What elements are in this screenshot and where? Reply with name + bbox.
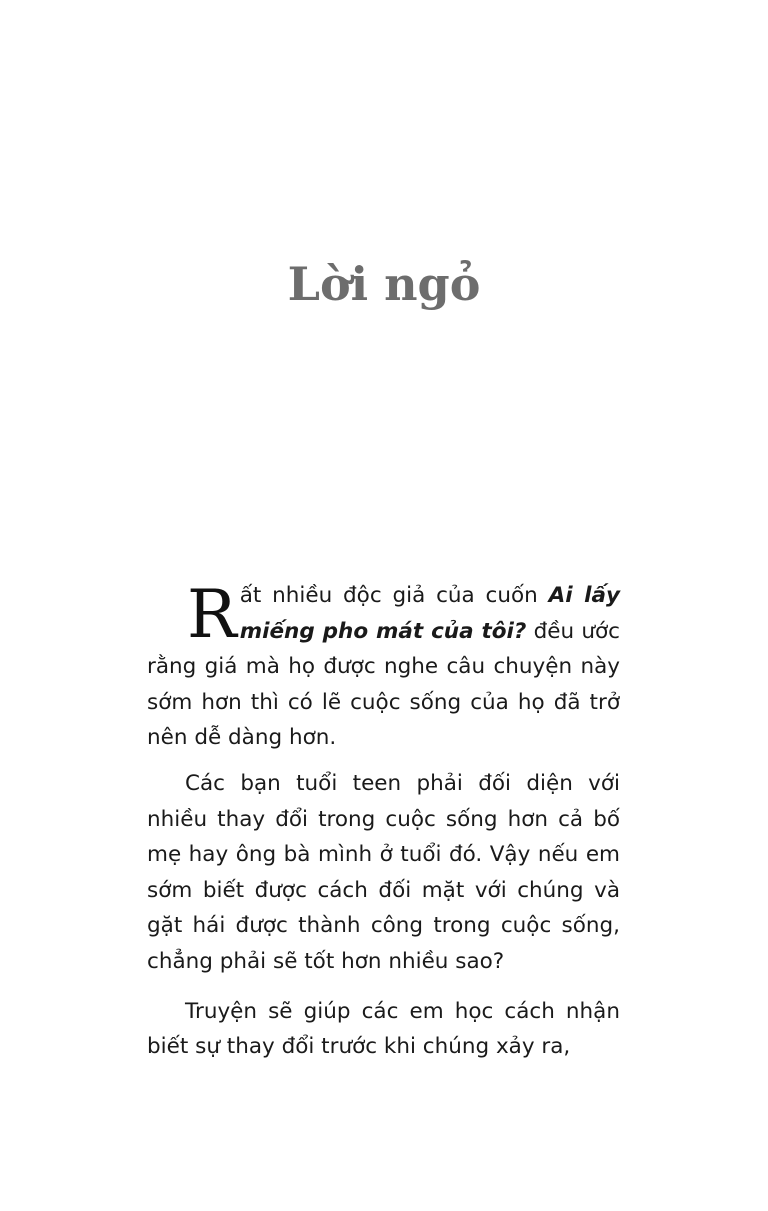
paragraph-2: Các bạn tuổi teen phải đối diện với nhiều thay đổi trong cuộc sống hơn cả bố mẹ hay ông bà mình ở tuổi đó. Vậy nếu em sớm biết được cách đối mặt với chúng và gặt hái được thành công trong cuộc sống, chẳng phải sẽ tốt hơn nhiều sao? [147,770,620,974]
paragraph-3: Truyện sẽ giúp các em học cách nhận biết sự thay đổi trước khi chúng xảy ra, [147,998,620,1060]
paragraph-1-tail: đều ước rằng giá mà họ được nghe câu chuyện này sớm hơn thì có lẽ cuộc sống của họ đã trở nên dễ dàng hơn. [147,618,620,751]
paragraph-1-lead: ất nhiều độc giả của cuốn [239,583,549,608]
body-text [147,578,620,1079]
drop-cap: R [187,576,237,653]
paragraph-1 [147,578,620,756]
page-title: Lời ngỏ [287,257,481,311]
book-title: Ai lấy miếng pho mát của tôi? [239,583,620,644]
